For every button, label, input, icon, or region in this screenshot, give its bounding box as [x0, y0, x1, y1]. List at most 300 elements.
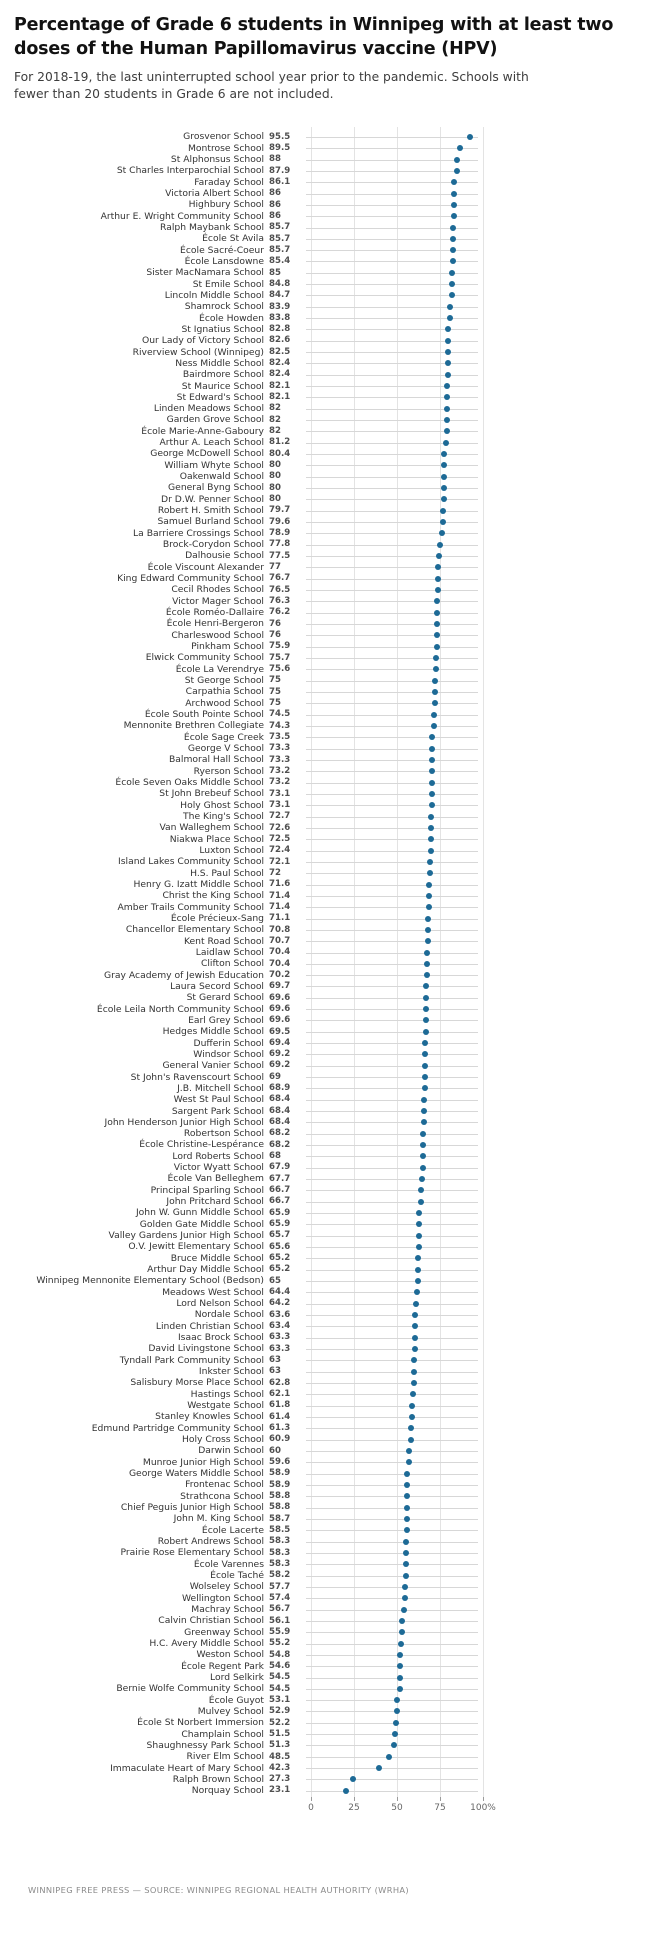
row-track: [306, 890, 478, 901]
row-track: [306, 1411, 478, 1422]
row-line: [306, 749, 478, 750]
school-label: Westgate School: [187, 1400, 264, 1412]
school-label: Brock-Corydon School: [162, 539, 264, 551]
data-point-dot: [445, 338, 451, 344]
row-line: [306, 1632, 478, 1633]
school-label: J.B. Mitchell School: [177, 1082, 264, 1094]
school-value: 75: [269, 686, 281, 697]
row-line: [306, 171, 478, 172]
data-point-dot: [451, 213, 457, 219]
row-track: [306, 199, 478, 210]
school-value: 79.6: [269, 516, 291, 527]
row-line: [306, 409, 478, 410]
school-value: 85.7: [269, 222, 291, 233]
row-line: [306, 737, 478, 738]
school-value: 64.2: [269, 1298, 291, 1309]
row-line: [306, 1768, 478, 1769]
school-value: 73.5: [269, 731, 291, 742]
data-point-dot: [454, 157, 460, 163]
school-value: 69.6: [269, 992, 291, 1003]
school-value: 61.3: [269, 1422, 291, 1433]
row-track: [306, 732, 478, 743]
row-track: [306, 834, 478, 845]
row-line: [306, 1576, 478, 1577]
school-label: John M. King School: [173, 1513, 264, 1525]
row-line: [306, 885, 478, 886]
school-value: 69.2: [269, 1049, 291, 1060]
school-label: Salisbury Morse Place School: [130, 1377, 264, 1389]
row-track: [306, 131, 478, 142]
chart-row: [14, 1457, 635, 1468]
data-point-dot: [444, 394, 450, 400]
x-axis-tick-label: 75: [434, 1803, 446, 1814]
row-track: [306, 675, 478, 686]
school-label: Dufferin School: [193, 1037, 264, 1049]
chart-row: [14, 1502, 635, 1513]
row-track: [306, 290, 478, 301]
row-line: [306, 692, 478, 693]
chart-row: [14, 1661, 635, 1672]
school-label: École St Avila: [202, 233, 264, 245]
data-point-dot: [429, 780, 435, 786]
school-value: 89.5: [269, 142, 291, 153]
school-value: 57.7: [269, 1581, 291, 1592]
row-track: [306, 845, 478, 856]
school-value: 86: [269, 199, 281, 210]
data-point-dot: [425, 916, 431, 922]
row-track: [306, 1287, 478, 1298]
school-label: David Livingstone School: [148, 1343, 264, 1355]
school-value: 65: [269, 1275, 281, 1286]
chart-row: [14, 890, 635, 901]
row-track: [306, 1695, 478, 1706]
school-label: Sister MacNamara School: [146, 267, 264, 279]
school-label: Linden Meadows School: [153, 403, 264, 415]
row-track: [306, 448, 478, 459]
school-value: 82.8: [269, 324, 291, 335]
chart-row: [14, 414, 635, 425]
data-point-dot: [422, 1051, 428, 1057]
data-point-dot: [450, 258, 456, 264]
row-track: [306, 1366, 478, 1377]
data-point-dot: [434, 621, 440, 627]
chart-row: [14, 154, 635, 165]
data-point-dot: [432, 678, 438, 684]
school-label: Chancellor Elementary School: [125, 924, 264, 936]
row-track: [306, 936, 478, 947]
row-line: [306, 1372, 478, 1373]
chart-row: [14, 392, 635, 403]
data-point-dot: [423, 995, 429, 1001]
row-line: [306, 1598, 478, 1599]
school-value: 58.8: [269, 1502, 291, 1513]
school-label: Victoria Albert School: [165, 187, 264, 199]
school-value: 77.5: [269, 550, 291, 561]
row-track: [306, 1389, 478, 1400]
school-value: 82.1: [269, 392, 291, 403]
row-track: [306, 1400, 478, 1411]
chart-row: [14, 1445, 635, 1456]
row-track: [306, 1026, 478, 1037]
school-value: 63: [269, 1355, 281, 1366]
row-track: [306, 1332, 478, 1343]
chart-row: [14, 1253, 635, 1264]
row-line: [306, 533, 478, 534]
school-label: Archwood School: [185, 697, 264, 709]
row-track: [306, 1672, 478, 1683]
row-track: [306, 1479, 478, 1490]
chart-row: [14, 1717, 635, 1728]
school-value: 55.2: [269, 1638, 291, 1649]
school-label: Samuel Burland School: [157, 516, 264, 528]
row-line: [306, 771, 478, 772]
row-track: [306, 1457, 478, 1468]
row-track: [306, 1298, 478, 1309]
x-axis-tick-label: 25: [348, 1803, 360, 1814]
row-line: [306, 431, 478, 432]
chart-row: [14, 1785, 635, 1796]
school-value: 95.5: [269, 131, 291, 142]
row-track: [306, 1173, 478, 1184]
row-track: [306, 1196, 478, 1207]
chart-row: [14, 1105, 635, 1116]
chart-row: [14, 1151, 635, 1162]
school-value: 62.1: [269, 1389, 291, 1399]
chart-row: [14, 1094, 635, 1105]
row-track: [306, 641, 478, 652]
data-point-dot: [449, 270, 455, 276]
row-line: [306, 1315, 478, 1316]
data-point-dot: [429, 757, 435, 763]
row-line: [306, 1338, 478, 1339]
data-point-dot: [432, 689, 438, 695]
school-label: St John's Ravenscourt School: [130, 1071, 264, 1083]
x-axis-tick-mark: [354, 1797, 355, 1801]
row-track: [306, 1751, 478, 1762]
row-track: [306, 1128, 478, 1139]
row-track: [306, 1661, 478, 1672]
school-label: École Varennes: [193, 1558, 264, 1570]
data-point-dot: [403, 1550, 409, 1556]
row-track: [306, 1434, 478, 1445]
row-track: [306, 913, 478, 924]
row-track: [306, 1491, 478, 1502]
row-track: [306, 1275, 478, 1286]
chart-row: [14, 256, 635, 267]
school-label: General Byng School: [168, 482, 264, 494]
school-label: Norquay School: [191, 1785, 264, 1797]
data-point-dot: [450, 236, 456, 242]
row-track: [306, 743, 478, 754]
row-line: [306, 522, 478, 523]
chart-row: [14, 732, 635, 743]
school-value: 85.7: [269, 233, 291, 244]
school-value: 68.4: [269, 1105, 291, 1116]
row-line: [306, 1168, 478, 1169]
data-point-dot: [397, 1663, 403, 1669]
school-label: Stanley Knowles School: [155, 1411, 264, 1423]
school-value: 71.6: [269, 879, 291, 890]
row-line: [306, 1440, 478, 1441]
row-line: [306, 477, 478, 478]
row-line: [306, 1100, 478, 1101]
school-label: St Maurice School: [181, 380, 264, 392]
chart-row: [14, 1162, 635, 1173]
school-label: Highbury School: [188, 199, 264, 211]
school-label: Victor Mager School: [172, 595, 264, 607]
row-track: [306, 947, 478, 958]
school-label: Pinkham School: [191, 641, 264, 653]
row-line: [306, 896, 478, 897]
school-value: 65.7: [269, 1230, 291, 1241]
chart-row: [14, 584, 635, 595]
row-line: [306, 907, 478, 908]
row-track: [306, 562, 478, 573]
row-line: [306, 1349, 478, 1350]
chart-row: [14, 324, 635, 335]
chart-subtitle: For 2018-19, the last uninterrupted school year prior to the pandemic. Schools with fewer than 20 students in Grade 6 are not included.: [14, 70, 529, 102]
chart-row: [14, 482, 635, 493]
school-label: Our Lady of Victory School: [141, 335, 264, 347]
school-label: St Gerard School: [186, 992, 264, 1004]
row-track: [306, 1502, 478, 1513]
school-label: Immaculate Heart of Mary School: [110, 1762, 264, 1774]
row-line: [306, 1485, 478, 1486]
chart-row: [14, 1309, 635, 1320]
chart-row: [14, 618, 635, 629]
data-point-dot: [427, 870, 433, 876]
school-value: 69.5: [269, 1026, 291, 1037]
chart-row: [14, 664, 635, 675]
data-point-dot: [416, 1233, 422, 1239]
row-line: [306, 1700, 478, 1701]
row-line: [306, 930, 478, 931]
row-track: [306, 403, 478, 414]
row-line: [306, 1530, 478, 1531]
data-point-dot: [429, 802, 435, 808]
school-label: École Regent Park: [181, 1660, 264, 1672]
school-label: Victor Wyatt School: [173, 1162, 264, 1174]
chart-row: [14, 1049, 635, 1060]
school-label: Hedges Middle School: [162, 1026, 264, 1038]
chart-row: [14, 1570, 635, 1581]
school-label: Holy Cross School: [181, 1434, 264, 1446]
school-value: 82: [269, 414, 281, 425]
chart-row: [14, 131, 635, 142]
data-point-dot: [422, 1040, 428, 1046]
row-track: [306, 1309, 478, 1320]
school-value: 54.6: [269, 1660, 291, 1671]
data-point-dot: [416, 1244, 422, 1250]
data-point-dot: [419, 1176, 425, 1182]
chart-row: [14, 1411, 635, 1422]
data-point-dot: [399, 1618, 405, 1624]
row-line: [306, 715, 478, 716]
chart-row: [14, 1037, 635, 1048]
row-line: [306, 828, 478, 829]
row-track: [306, 698, 478, 709]
row-track: [306, 539, 478, 550]
data-point-dot: [398, 1641, 404, 1647]
school-value: 75: [269, 697, 281, 708]
data-point-dot: [409, 1403, 415, 1409]
school-value: 70.2: [269, 969, 291, 980]
school-value: 73.3: [269, 743, 291, 754]
school-label: Oakenwald School: [179, 471, 264, 483]
data-point-dot: [404, 1505, 410, 1511]
chart-row: [14, 346, 635, 357]
source-credit: WINNIPEG FREE PRESS — SOURCE: WINNIPEG REGIONAL HEALTH AUTHORITY (WRHA): [28, 1885, 410, 1896]
school-label: École Lacerte: [201, 1524, 264, 1536]
school-label: Kent Road School: [183, 935, 264, 947]
row-line: [306, 1689, 478, 1690]
school-label: River Elm School: [186, 1751, 264, 1763]
school-value: 58.3: [269, 1547, 291, 1558]
school-label: Balmoral Hall School: [168, 754, 264, 766]
school-value: 67.7: [269, 1173, 291, 1184]
chart-row: [14, 380, 635, 391]
row-line: [306, 1587, 478, 1588]
data-point-dot: [413, 1301, 419, 1307]
chart-row: [14, 754, 635, 765]
row-line: [306, 329, 478, 330]
data-point-dot: [403, 1539, 409, 1545]
chart-row: [14, 1491, 635, 1502]
school-label: Machray School: [191, 1603, 264, 1615]
row-track: [306, 1037, 478, 1048]
row-track: [306, 1536, 478, 1547]
data-point-dot: [445, 349, 451, 355]
chart-row: [14, 143, 635, 154]
data-point-dot: [376, 1765, 382, 1771]
school-value: 63.3: [269, 1343, 291, 1354]
row-line: [306, 1564, 478, 1565]
row-track: [306, 245, 478, 256]
school-value: 73.2: [269, 765, 291, 776]
row-track: [306, 380, 478, 391]
row-track: [306, 1151, 478, 1162]
chart-row: [14, 1593, 635, 1604]
row-line: [306, 1270, 478, 1271]
school-label: St Charles Interparochial School: [116, 165, 264, 177]
chart-row: [14, 1196, 635, 1207]
chart-row: [14, 505, 635, 516]
school-label: Champlain School: [181, 1728, 264, 1740]
school-label: George V School: [187, 743, 264, 754]
chart-row: [14, 550, 635, 561]
chart-row: [14, 1615, 635, 1626]
school-label: St Emile School: [192, 278, 264, 290]
school-value: 52.9: [269, 1706, 291, 1717]
row-line: [306, 817, 478, 818]
data-point-dot: [397, 1686, 403, 1692]
row-line: [306, 1077, 478, 1078]
data-point-dot: [437, 542, 443, 548]
row-track: [306, 1219, 478, 1230]
data-point-dot: [441, 485, 447, 491]
chart-row: [14, 1026, 635, 1037]
chart-row: [14, 958, 635, 969]
row-track: [306, 868, 478, 879]
row-track: [306, 766, 478, 777]
row-track: [306, 1649, 478, 1660]
school-label: École Sacré-Coeur: [180, 244, 264, 256]
row-line: [306, 613, 478, 614]
school-label: Sargent Park School: [171, 1105, 264, 1117]
chart-row: [14, 1173, 635, 1184]
chart-row: [14, 301, 635, 312]
chart-row: [14, 1230, 635, 1241]
row-line: [306, 1644, 478, 1645]
row-line: [306, 1145, 478, 1146]
school-label: George Waters Middle School: [128, 1468, 264, 1479]
chart-row: [14, 1649, 635, 1660]
chart-row: [14, 675, 635, 686]
data-point-dot: [411, 1369, 417, 1375]
school-value: 74.3: [269, 720, 291, 731]
chart-row: [14, 516, 635, 527]
chart-row: [14, 199, 635, 210]
school-label: Windsor School: [193, 1048, 264, 1060]
data-point-dot: [409, 1414, 415, 1420]
row-track: [306, 505, 478, 516]
school-label: École St Norbert Immersion: [137, 1717, 264, 1729]
school-value: 86.1: [269, 176, 291, 187]
row-track: [306, 301, 478, 312]
data-point-dot: [449, 292, 455, 298]
data-point-dot: [434, 610, 440, 616]
data-point-dot: [425, 927, 431, 933]
row-line: [306, 862, 478, 863]
school-label: Winnipeg Mennonite Elementary School (Bedson): [36, 1275, 264, 1287]
school-label: École La Verendrye: [175, 663, 264, 675]
school-value: 59.6: [269, 1456, 291, 1467]
row-line: [306, 1020, 478, 1021]
row-line: [306, 1009, 478, 1010]
chart-row: [14, 494, 635, 505]
row-track: [306, 1253, 478, 1264]
school-label: Lord Selkirk: [210, 1671, 264, 1683]
data-point-dot: [403, 1573, 409, 1579]
row-line: [306, 511, 478, 512]
row-line: [306, 1179, 478, 1180]
row-track: [306, 709, 478, 720]
row-line: [306, 1542, 478, 1543]
school-label: Robertson School: [183, 1128, 264, 1140]
school-value: 70.7: [269, 935, 291, 946]
row-track: [306, 1638, 478, 1649]
row-line: [306, 873, 478, 874]
school-label: École South Pointe School: [144, 709, 264, 721]
row-track: [306, 1570, 478, 1581]
row-line: [306, 1066, 478, 1067]
data-point-dot: [443, 440, 449, 446]
data-point-dot: [445, 372, 451, 378]
chart-row: [14, 686, 635, 697]
school-label: Henry G. Izatt Middle School: [133, 878, 264, 890]
school-value: 76: [269, 630, 281, 641]
school-value: 52.2: [269, 1717, 291, 1728]
data-point-dot: [429, 791, 435, 797]
row-track: [306, 1207, 478, 1218]
chart-row: [14, 1774, 635, 1785]
school-label: Chief Peguis Junior High School: [120, 1501, 264, 1513]
chart-row: [14, 1751, 635, 1762]
chart-row: [14, 1547, 635, 1558]
school-label: Wolseley School: [189, 1581, 264, 1593]
school-label: Luxton School: [199, 844, 264, 856]
chart-row: [14, 1479, 635, 1490]
